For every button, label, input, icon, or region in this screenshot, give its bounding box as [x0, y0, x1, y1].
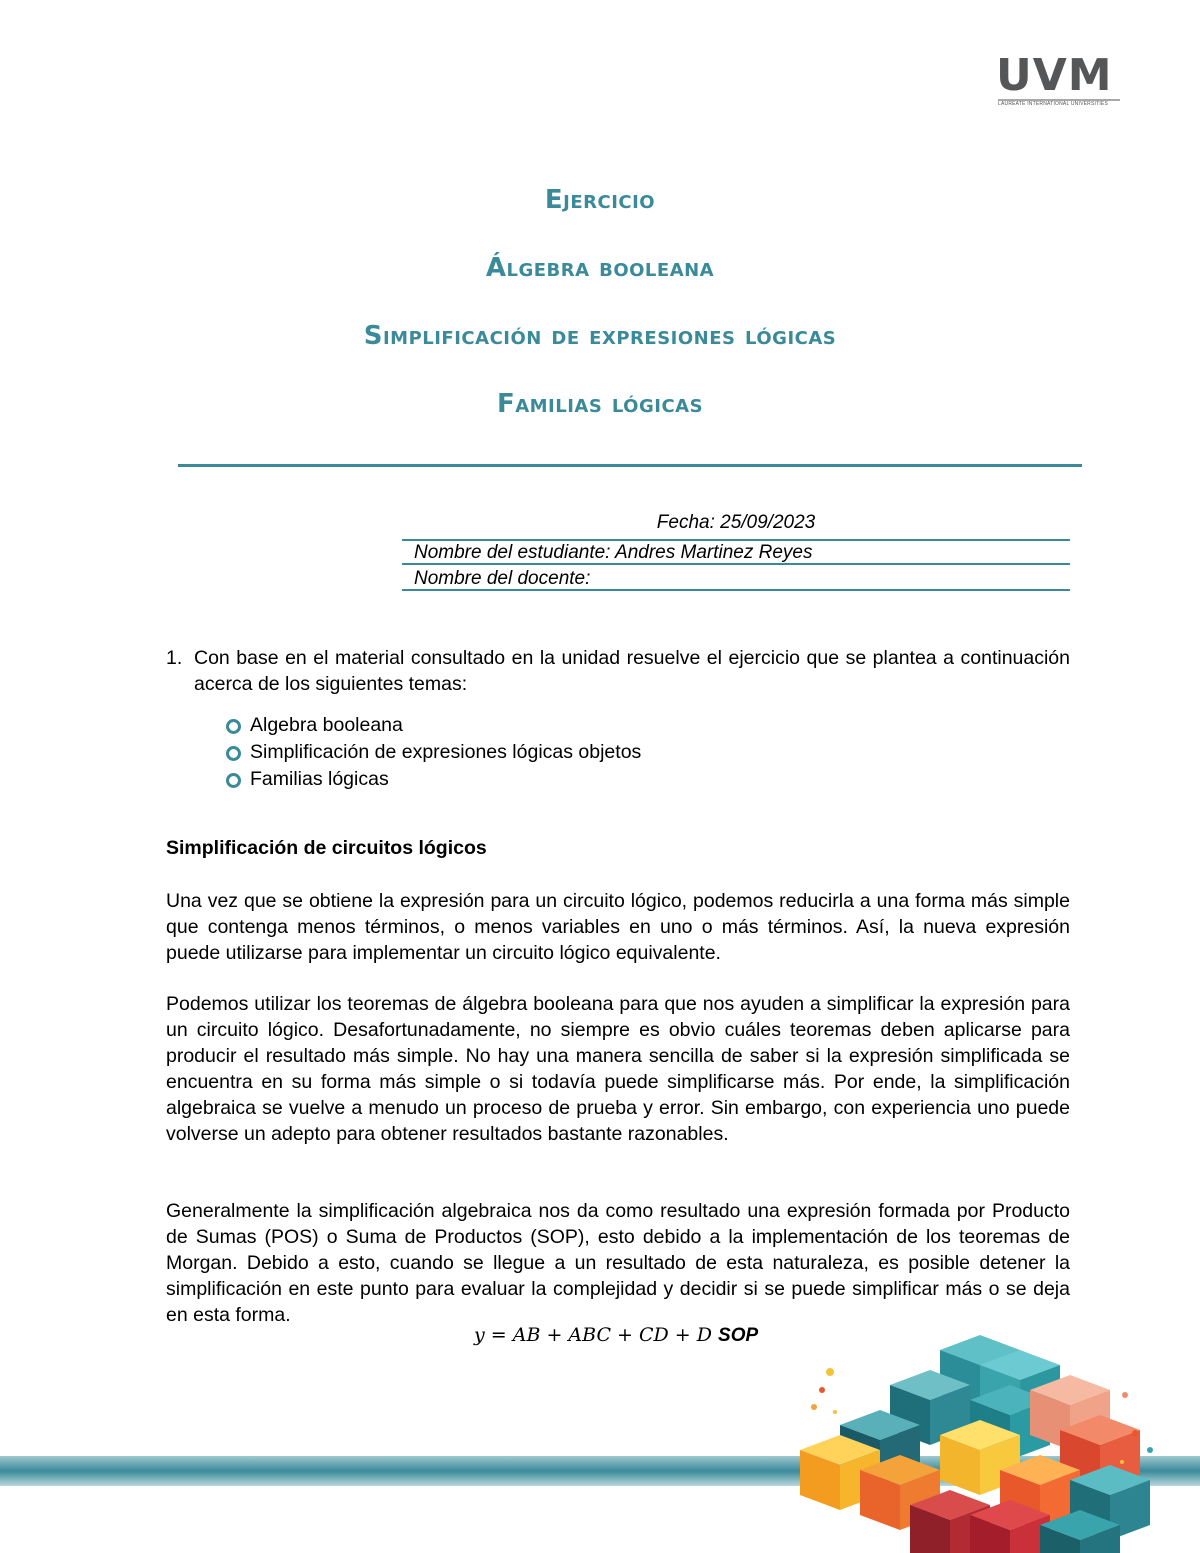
- cube-decoration: [800, 1330, 1190, 1553]
- uvm-logo: [996, 52, 1122, 112]
- formula-tag: SOP: [718, 1325, 759, 1346]
- topic-list: [226, 712, 641, 793]
- title-familias: Familias lógicas: [496, 389, 704, 419]
- list-item: Simplificación de expresiones lógicas objetos: [226, 739, 641, 766]
- sop-formula: [474, 1324, 758, 1347]
- logo-subtitle: LAUREATE INTERNATIONAL UNIVERSITIES: [998, 99, 1120, 109]
- title-simplificacion: Simplificación de expresiones lógicas: [363, 321, 837, 351]
- title-algebra: Álgebra booleana: [485, 253, 715, 283]
- title-ejercicio: Ejercicio: [544, 185, 656, 215]
- circle-bullet-icon: [226, 773, 241, 788]
- date-line: Fecha: 25/09/2023: [402, 512, 1070, 541]
- formula-expression: y = AB + ABC + CD + D: [474, 1324, 712, 1346]
- question-number: 1.: [166, 647, 183, 669]
- circle-bullet-icon: [226, 719, 241, 734]
- title-block: [0, 180, 1200, 452]
- title-divider: [178, 464, 1082, 467]
- paragraph-3: Generalmente la simplificación algebraica nos da como resultado una expresión formada por Producto de Sumas (POS) o Suma de Productos (SOP), esto debido a la implementación de los teoremas de Morgan. Debido a esto, cuando se llegue a un resultado de esta naturaleza, es posible detener la simplificación en este punto para evaluar la complejidad y decidir si se puede simplificar más o se deja en esta forma.: [166, 1200, 1070, 1326]
- question-text: Con base en el material consultado en la unidad resuelve el ejercicio que se plantea a continuación acerca de los siguientes temas:: [194, 647, 1070, 695]
- section-heading: Simplificación de circuitos lógicos: [166, 837, 487, 859]
- logo-text: UVM: [996, 50, 1113, 101]
- teacher-name-line: Nombre del docente:: [402, 568, 1070, 591]
- paragraph-2: Podemos utilizar los teoremas de álgebra booleana para que nos ayuden a simplificar la expresión para un circuito lógico. Desafortunadamente, no siempre es obvio cuáles teoremas deben aplicarse para producir el resultado más simple. No hay una manera sencilla de saber si la expresión simplificada se encuentra en su forma más simple o si todavía puede simplificarse más. Por ende, la simplificación algebraica se vuelve a menudo un proceso de prueba y error. Sin embargo, con experiencia uno puede volverse un adepto para obtener resultados bastante razonables.: [166, 993, 1070, 1145]
- student-name-line: Nombre del estudiante: Andres Martinez Reyes: [402, 542, 1070, 565]
- list-item: Algebra booleana: [226, 712, 641, 739]
- paragraph-1: Una vez que se obtiene la expresión para un circuito lógico, podemos reducirla a una forma más simple que contenga menos términos, o menos variables en uno o más términos. Así, la nueva expresión puede utilizarse para implementar un circuito lógico equivalente.: [166, 890, 1070, 964]
- list-item: Familias lógicas: [226, 766, 641, 793]
- circle-bullet-icon: [226, 746, 241, 761]
